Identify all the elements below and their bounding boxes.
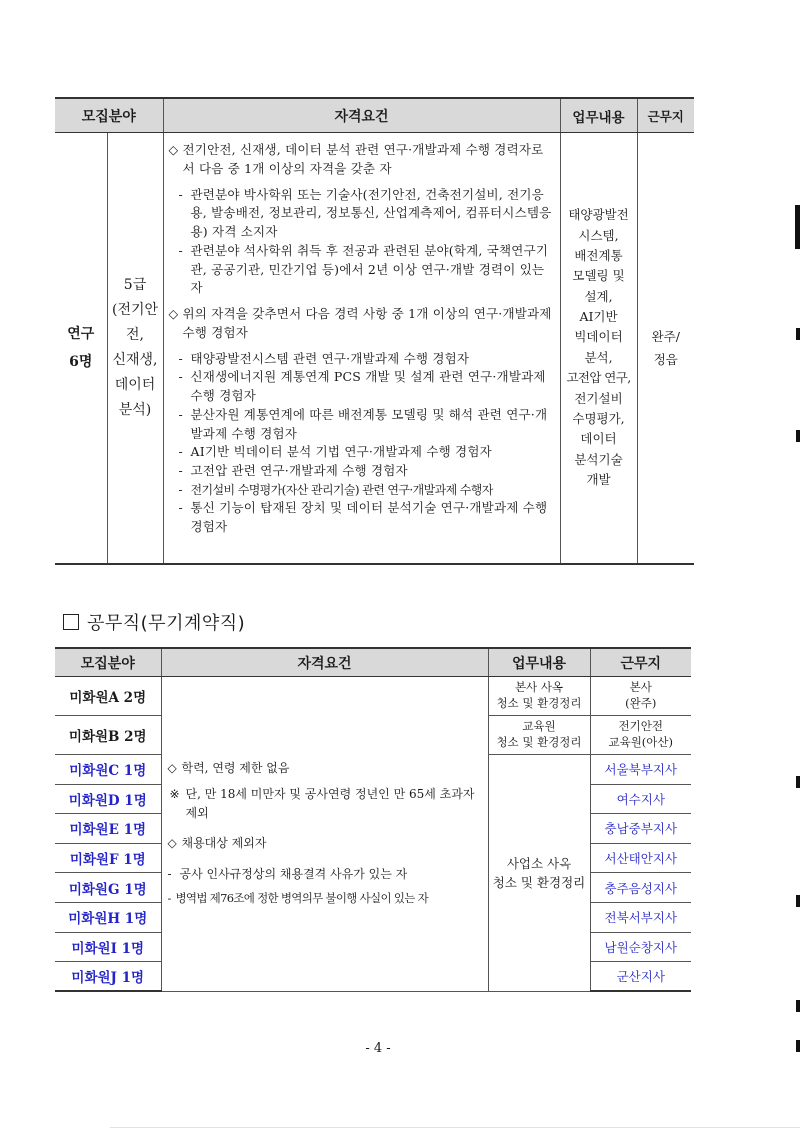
recruit-name: 미화원F 1명 — [55, 843, 161, 873]
checkbox-square-icon — [63, 614, 79, 630]
header-duty: 업무내용 — [560, 98, 637, 133]
grade-line: (전기안전, — [111, 301, 159, 343]
qualification-note: ※ 단, 만 18세 미만자 및 공사연령 정년인 만 65세 초과자 제외 — [168, 785, 482, 822]
header-qualification: 자격요건 — [163, 98, 560, 133]
adjacent-page-edge-mark — [796, 895, 800, 907]
qualification-sub-item: - AI기반 빅데이터 분석 기법 연구·개발과제 수행 경험자 — [178, 444, 492, 460]
qualification-cell — [161, 677, 488, 992]
header-recruit-field: 모집분야 — [55, 98, 163, 133]
header-qualification: 자격요건 — [161, 648, 488, 677]
grade-line: 5급 — [123, 277, 147, 294]
grade-line: 신재생, — [112, 351, 158, 368]
recruit-name: 미화원C 1명 — [55, 755, 161, 785]
workplace-cell: 본사 (완주) — [590, 677, 691, 716]
duty-cell: 교육원 청소 및 환경정리 — [488, 716, 590, 755]
section-heading — [63, 609, 245, 635]
workplace-cell: 서울북부지사 — [590, 755, 691, 785]
cleaner-recruitment-table — [55, 647, 691, 992]
qualification-sub-item: - 관련분야 박사학위 또는 기술사(전기안전, 건축전기설비, 전기응용, 발송배전, 정보관리, 정보통신, 산업계측제어, 컴퓨터시스템응용) 자격 소지자 — [178, 186, 552, 239]
qualification-sub-item: - 분산자원 계통연계에 따른 배전계통 모델링 및 해석 관련 연구·개발과제 수행 경험자 — [178, 406, 548, 441]
table-header-row — [55, 98, 694, 133]
header-recruit-field: 모집분야 — [55, 648, 161, 677]
qualification-item: ◇ 학력, 연령 제한 없음 — [168, 759, 482, 778]
qualification-sub-item: - 고전압 관련 연구·개발과제 수행 경험자 — [178, 463, 408, 478]
workplace-cell: 충주음성지사 — [590, 873, 691, 903]
grade-line: 분석) — [118, 401, 152, 418]
recruit-name: 미화원E 1명 — [55, 814, 161, 844]
qualification-sub-item: - 공사 인사규정상의 채용결격 사유가 있는 자 — [167, 866, 408, 881]
workplace-cell: 전북서부지사 — [590, 902, 691, 932]
qualification-sub-item: - 병역법 제76조에 정한 병역의무 불이행 사실이 있는 자 — [167, 891, 429, 906]
diamond-bullet-icon: ◇ — [168, 142, 179, 157]
qualification-sub-item: - 관련분야 석사학위 취득 후 전공과 관련된 분야(학계, 국책연구기관, 공공기관, 민간기업 등)에서 2년 이상 연구·개발 경력이 있는 자 — [178, 242, 549, 296]
diamond-bullet-icon: ◇ — [167, 836, 177, 851]
table-header-row — [55, 648, 691, 677]
qualification-sub-item: - 통신 기능이 탑재된 장치 및 데이터 분석기술 연구·개발과제 수행 경험자 — [178, 499, 548, 534]
recruit-name: 미화원H 1명 — [55, 902, 161, 932]
diamond-bullet-icon: ◇ — [168, 306, 179, 321]
adjacent-page-edge-mark — [796, 776, 800, 788]
workplace-cell: 남원순창지사 — [590, 932, 691, 962]
workplace-cell: 여수지사 — [590, 784, 691, 814]
workplace-line: 정읍 — [653, 351, 678, 367]
adjacent-page-edge-mark — [795, 205, 800, 249]
adjacent-page-edge-mark — [796, 328, 800, 340]
adjacent-page-edge-mark — [796, 1000, 800, 1012]
duty-cell: 태양광발전 시스템, 배전계통 모델링 및 설계, AI기반 빅데이터 분석, 고전압 연구, 전기설비 수명평가, 데이터 분석기술 개발 — [560, 133, 637, 564]
field-name: 연구 — [67, 325, 95, 342]
duty-cell: 본사 사옥 청소 및 환경정리 — [488, 677, 590, 716]
qualification-intro: ◇ 위의 자격을 갖추면서 다음 경력 사항 중 1개 이상의 연구·개발과제 수행 경험자 — [169, 305, 555, 343]
workplace-cell: 군산지사 — [590, 962, 691, 992]
workplace-cell: 전기안전 교육원(아산) — [590, 716, 691, 755]
field-count: 6명 — [69, 353, 93, 370]
recruit-name: 미화원J 1명 — [55, 962, 161, 992]
section-title: 공무직(무기계약직) — [87, 613, 246, 634]
qualification-item: ◇ 채용대상 제외자 — [168, 834, 482, 853]
workplace-cell: 충남중부지사 — [590, 814, 691, 844]
recruit-name: 미화원G 1명 — [55, 873, 161, 903]
table-row — [55, 677, 691, 716]
recruit-name: 미화원A 2명 — [55, 677, 161, 716]
header-workplace: 근무지 — [637, 98, 694, 133]
grade-line: 데이터 — [114, 376, 156, 393]
workplace-cell — [637, 133, 694, 564]
header-workplace: 근무지 — [590, 648, 691, 677]
qualification-sub-item: - 태양광발전시스템 관련 연구·개발과제 수행 경험자 — [178, 350, 470, 366]
qualification-sub-item: - 신재생에너지원 계통연계 PCS 개발 및 설계 관련 연구·개발과제 수행 경험자 — [178, 369, 546, 403]
header-duty: 업무내용 — [488, 648, 590, 677]
workplace-line: 완주/ — [651, 328, 680, 344]
recruit-name: 미화원D 1명 — [55, 784, 161, 814]
recruit-name: 미화원B 2명 — [55, 716, 161, 755]
table-row — [55, 133, 694, 564]
recruit-name: 미화원I 1명 — [55, 932, 161, 962]
bottom-divider — [110, 1127, 800, 1128]
adjacent-page-edge-mark — [796, 430, 800, 442]
adjacent-page-edge-mark — [796, 1040, 800, 1052]
note-mark-icon: ※ — [169, 787, 180, 802]
qualification-cell — [163, 133, 560, 564]
qualification-intro: ◇ 전기안전, 신재생, 데이터 분석 관련 연구·개발과제 수행 경력자로서 다음 중 1개 이상의 자격을 갖춘 자 — [169, 141, 555, 179]
workplace-cell: 서산태안지사 — [590, 843, 691, 873]
research-recruitment-table — [55, 97, 694, 565]
qualification-sub-item: - 전기설비 수명평가(자산 관리기술) 관련 연구·개발과제 수행자 — [178, 482, 493, 497]
field-cell — [55, 133, 107, 564]
shared-duty-cell: 사업소 사옥 청소 및 환경정리 — [488, 755, 590, 992]
grade-cell — [107, 133, 163, 564]
page-number: - 4 - — [365, 1041, 391, 1056]
diamond-bullet-icon: ◇ — [167, 761, 177, 776]
